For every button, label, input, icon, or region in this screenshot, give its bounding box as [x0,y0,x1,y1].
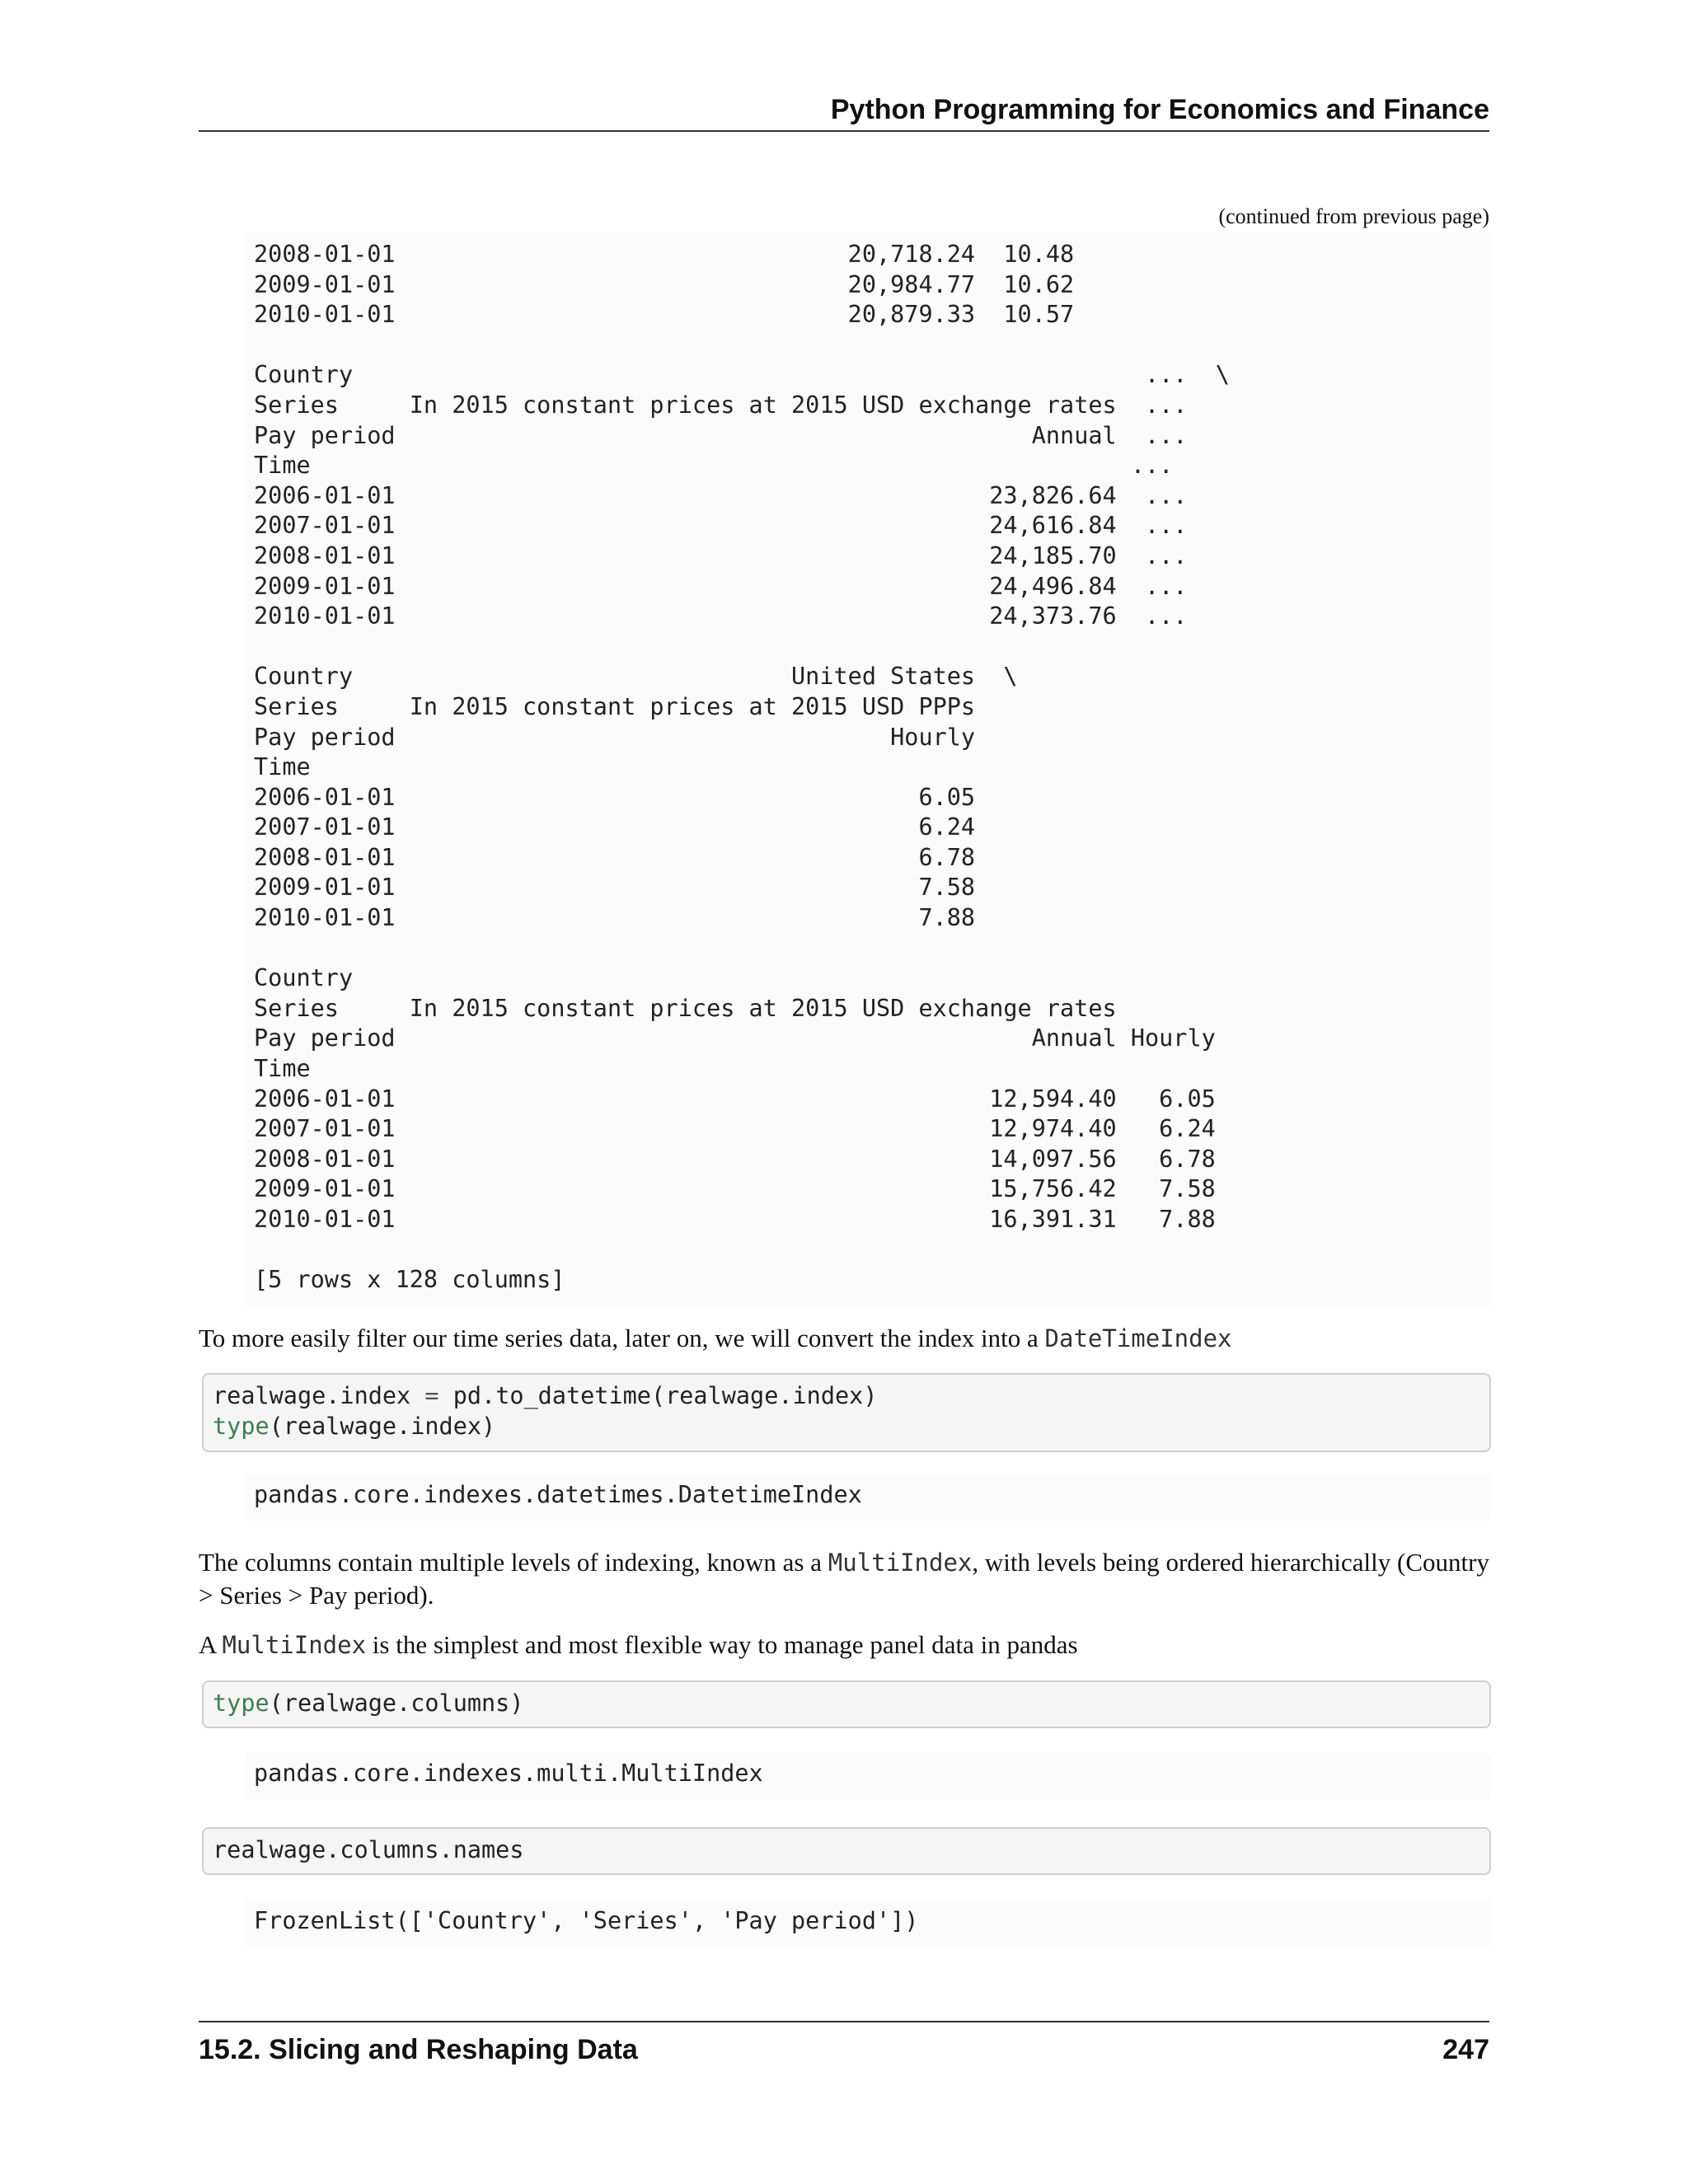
keyword-type: type [213,1690,270,1717]
keyword-type: type [213,1412,270,1440]
page-footer [199,2021,1489,2072]
inline-code-datetimeindex: DateTimeIndex [1044,1324,1232,1352]
page-number: 247 [1442,2034,1489,2065]
output-frozenlist [244,1900,1492,1947]
output-text: pandas.core.indexes.datetimes.DatetimeIndex [254,1481,862,1508]
code-cell-columns-names [202,1827,1491,1875]
dataframe-output-text: 2008-01-01 20,718.24 10.48 2009-01-01 20,984.77 10.62 2010-01-01 20,879.33 10.57 Country ... \ Series In 2015 constant prices at 2015 USD exchange rates ... Pay period Annual ... Time ... 2006-01-01 23,826.64 ... 2007-01-01 24,616.84 ... 2008-01-01 24,185.70 ... 2009-01-01 24,496.84 ... 2010-01-01 24,373.76 ... Country United States \ Series In 2015 constant prices at 2015 USD PPPs Pay period Hourly Time 2006-01-01 6.05 2007-01-01 6.24 2008-01-01 6.78 2009-01-01 7.58 2010-01-01 7.88 Country Series In 2015 constant prices at 2015 USD exchange rates Pay period Annual Hourly Time 2006-01-01 12,594.40 6.05 2007-01-01 12,974.40 6.24 2008-01-01 14,097.56 6.78 2009-01-01 15,756.42 7.58 2010-01-01 16,391.31 7.88 [5 rows x 128 columns] [254,241,1230,1294]
page-header [199,89,1489,132]
paragraph-text: To more easily filter our time series data, later on, we will convert the index into a [199,1324,1045,1352]
output-datetimeindex [244,1474,1492,1521]
running-title: Python Programming for Economics and Finance [830,94,1489,125]
inline-code-multiindex: MultiIndex [828,1549,973,1577]
code-cell-to-datetime [202,1373,1491,1452]
paragraph-multiindex-panel: A MultiIndex is the simplest and most flexible way to manage panel data in pandas [199,1630,1078,1659]
output-text: FrozenList(['Country', 'Series', 'Pay period']) [254,1907,919,1934]
code-cell-text: realwage.index = pd.to_datetime(realwage.index) type(realwage.index) [213,1382,878,1440]
code-cell-text: realwage.columns.names [213,1836,524,1863]
code-cell-text: type(realwage.columns) [213,1690,524,1717]
paragraph-datetime-index [199,1322,1489,1355]
output-multiindex [244,1752,1492,1800]
paragraph-multiindex-intro: The columns contain multiple levels of indexing, known as a MultiIndex, with levels being ordered hierarchically (Country > Series > Pay period). [199,1548,1489,1610]
dataframe-output [244,233,1492,1306]
output-text: pandas.core.indexes.multi.MultiIndex [254,1760,763,1787]
inline-code-multiindex: MultiIndex [222,1631,367,1659]
continued-note: (continued from previous page) [1218,204,1489,228]
footer-section-title: 15.2. Slicing and Reshaping Data [199,2034,638,2065]
code-cell-type-columns [202,1680,1491,1728]
